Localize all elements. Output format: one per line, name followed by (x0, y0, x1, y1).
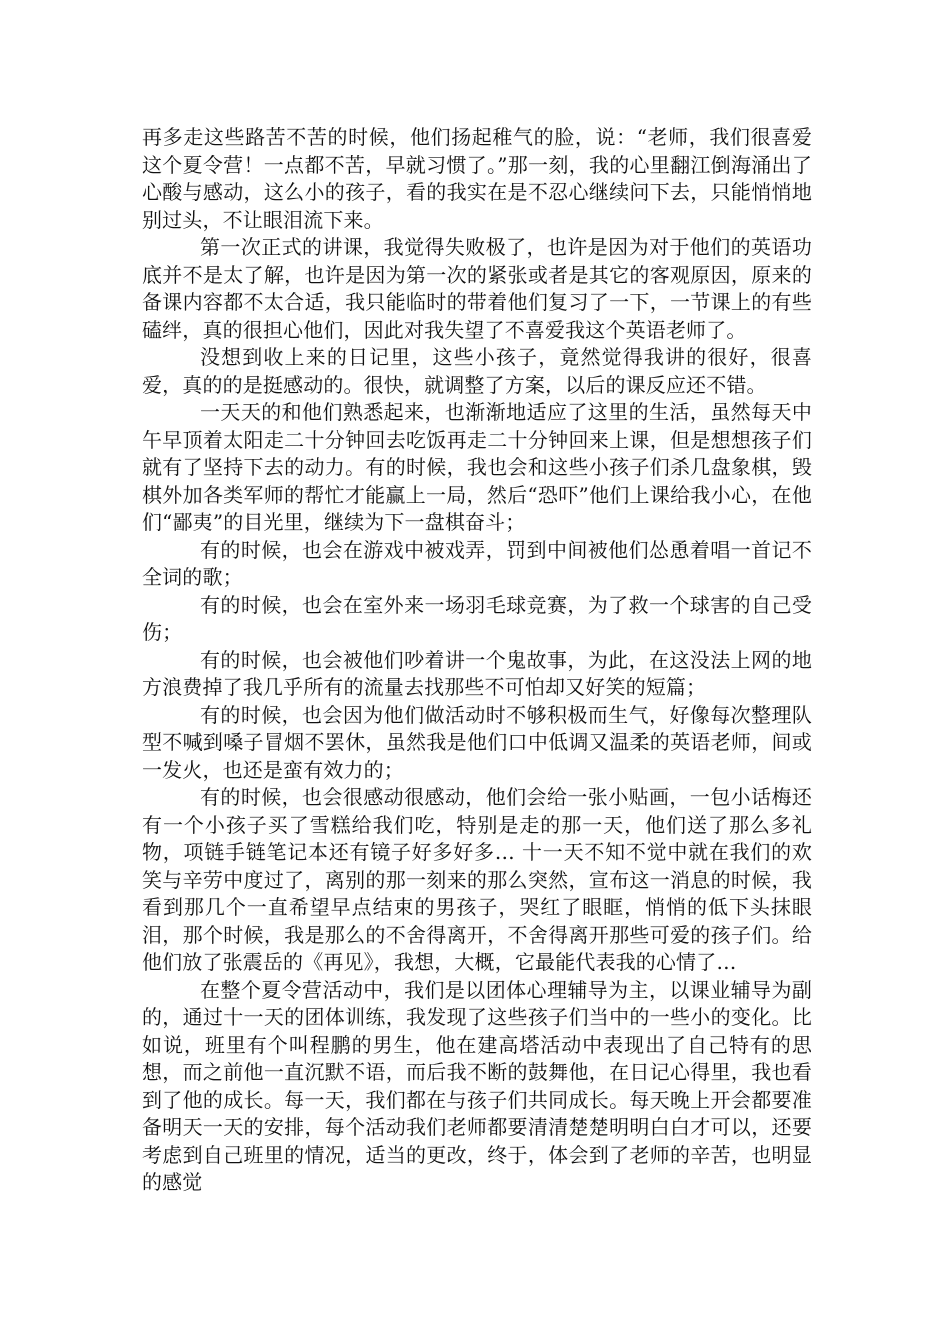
paragraph-1: 再多走这些路苦不苦的时候，他们扬起稚气的脸，说：“老师，我们很喜爱这个夏令营！一点都不苦，早就习惯了。”那一刻，我的心里翻江倒海涌出了心酸与感动，这么小的孩子，看的我实在是不忍心继续问下去，只能悄悄地别过头，不让眼泪流下来。 (142, 125, 812, 232)
paragraph-10: 在整个夏令营活动中，我们是以团体心理辅导为主，以课业辅导为副的，通过十一天的团体训练，我发现了这些孩子们当中的一些小的变化。比如说，班里有个叫程鹏的男生，他在建高塔活动中表现出了自己特有的思想，而之前他一直沉默不语，而后我不断的鼓舞他，在日记心得里，我也看到了他的成长。每一天，我们都在与孩子们共同成长。每天晚上开会都要准备明天一天的安排，每个活动我们老师都要清清楚楚明明白白才可以，还要考虑到自己班里的情况，适当的更改，终于，体会到了老师的辛苦，也明显的感觉 (142, 977, 812, 1194)
paragraph-7: 有的时候，也会被他们吵着讲一个鬼故事，为此，在这没法上网的地方浪费掉了我几乎所有的流量去找那些不可怕却又好笑的短篇； (142, 647, 812, 699)
paragraph-5: 有的时候，也会在游戏中被戏弄，罚到中间被他们怂恿着唱一首记不全词的歌； (142, 537, 812, 589)
paragraph-9: 有的时候，也会很感动很感动，他们会给一张小贴画，一包小话梅还有一个小孩子买了雪糕给我们吃，特别是走的那一天，他们送了那么多礼物，项链手链笔记本还有镜子好多好多… 十一天不知不觉中就在我们的欢笑与辛劳中度过了，离别的那一刻来的那么突然，宣布这一消息的时候，我看到那几个一直希望早点结束的男孩子，哭红了眼眶，悄悄的低下头抹眼泪，那个时候，我是那么的不舍得离开，不舍得离开那些可爱的孩子们。给他们放了张震岳的《再见》，我想，大概，它最能代表我的心情了… (142, 785, 812, 974)
paragraph-8: 有的时候，也会因为他们做活动时不够积极而生气，好像每次整理队型不喊到嗓子冒烟不罢休，虽然我是他们口中低调又温柔的英语老师，间或一发火，也还是蛮有效力的； (142, 702, 812, 782)
paragraph-6: 有的时候，也会在室外来一场羽毛球竞赛，为了救一个球害的自己受伤； (142, 592, 812, 644)
paragraph-2: 第一次正式的讲课，我觉得失败极了，也许是因为对于他们的英语功底并不是太了解，也许是因为第一次的紧张或者是其它的客观原因，原来的备课内容都不太合适，我只能临时的带着他们复习了一下，一节课上的有些磕绊，真的很担心他们，因此对我失望了不喜爱我这个英语老师了。 (142, 235, 812, 342)
paragraph-4: 一天天的和他们熟悉起来，也渐渐地适应了这里的生活，虽然每天中午早顶着太阳走二十分钟回去吃饭再走二十分钟回来上课，但是想想孩子们就有了坚持下去的动力。有的时候，我也会和这些小孩子们杀几盘象棋，毁棋外加各类军师的帮忙才能赢上一局，然后“恐吓”他们上课给我小心，在他们“鄙夷”的目光里，继续为下一盘棋奋斗； (142, 400, 812, 534)
body-text (142, 124, 812, 1197)
paragraph-3: 没想到收上来的日记里，这些小孩子，竟然觉得我讲的很好，很喜爱，真的的是挺感动的。很快，就调整了方案，以后的课反应还不错。 (142, 345, 812, 397)
